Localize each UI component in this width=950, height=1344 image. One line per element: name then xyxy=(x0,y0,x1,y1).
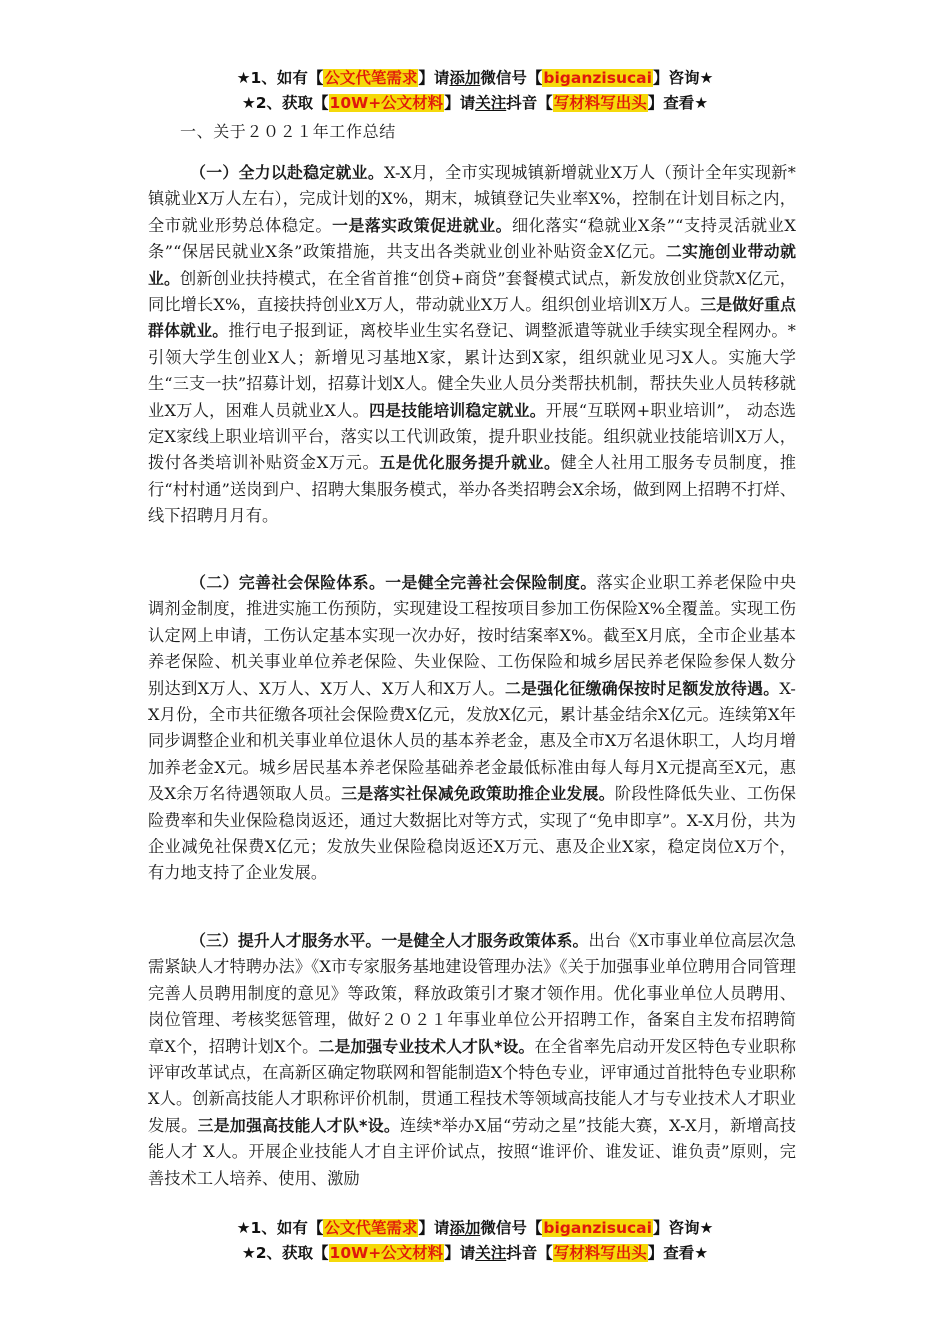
promo-text: 】请 xyxy=(444,94,476,112)
para-text: 细化落实“稳就业X条”“支持灵活就业X条”“保居民就业X条”政策措施，共支出各类就业创业补贴资金X亿元。 xyxy=(148,215,797,262)
promo-text: 】查看★ xyxy=(647,94,709,112)
promo-text: 】查看★ xyxy=(647,1244,709,1262)
para-text: X-X月份，全市共征缴各项社会保险费X亿元，发放X亿元，累计基金结余X亿元。连续第X年同步调整企业和机关事业单位退休人员的基本养老金，惠及全市X万名退休职工，人均月增加养老金X元。城乡居民基本养老保险基础养老金最低标准由每人每月X元提高至X元，惠及X余万名待遇领取人员。 xyxy=(148,678,797,804)
promo-douyin-id: 写材料写出头 xyxy=(553,1244,647,1262)
para-subheading: 四是技能培训稳定就业。 xyxy=(369,400,546,420)
promo-highlight: 公文代笔需求 xyxy=(324,1219,418,1237)
promo-text: 】请 xyxy=(418,69,450,87)
promo-text: 】请 xyxy=(444,1244,476,1262)
promo-text: ★2、获取【 xyxy=(241,1244,329,1262)
header-promo-banner xyxy=(0,66,950,116)
promo-text: 微信号【 xyxy=(480,69,543,87)
promo-text: 】咨询★ xyxy=(652,69,714,87)
promo-highlight: 10W+公文材料 xyxy=(329,94,444,112)
para-heading: （三）提升人才服务水平。 xyxy=(190,931,382,950)
para-heading: （二）完善社会保险体系。 xyxy=(190,573,386,592)
para-text: 推行电子报到证，离校毕业生实名登记、调整派遣等就业手续实现全程网办。*引领大学生创业X人；新增见习基地X家，累计达到X家，组织就业见习X人。实施大学生“三支一扶”招募计划，招募计划X人。健全失业人员分类帮扶机制，帮扶失业人员转移就业X万人，困难人员就业X人。 xyxy=(148,321,796,420)
promo-text: 】咨询★ xyxy=(652,1219,714,1237)
para-text: 连续*举办X届“劳动之星”技能大赛，X-X月，新增高技能人才 X人。开展企业技能人才自主评价试点，按照“谁评价、谁发证、谁负责”原则，完善技术工人培养、使用、激励 xyxy=(148,1115,797,1188)
promo-text: ★2、获取【 xyxy=(241,94,329,112)
promo-underlined: 添加 xyxy=(449,1219,481,1237)
paragraph-social-insurance xyxy=(148,570,796,887)
para-subheading: 三是落实社保减免政策助推企业发展。 xyxy=(341,784,615,804)
para-text: 在全省率先启动开发区特色专业职称评审改革试点，在高新区确定物联网和智能制造X个特色专业，评审通过首批特色专业职称X人。创新高技能人才职称评价机制，贯通工程技术等领域高技能人才与专业技术人才职业发展。 xyxy=(148,1036,796,1135)
para-subheading: 三是加强高技能人才队*设。 xyxy=(197,1115,401,1135)
promo-line-2 xyxy=(0,1241,950,1266)
promo-line-2 xyxy=(0,91,950,116)
para-text: 阶段性降低失业、工伤保险费率和失业保险稳岗返还，通过大数据比对等方式，实现了“免申即享”。X-X月份，共为企业减免社保费X亿元；发放失业保险稳岗返还X万元、惠及企业X家，稳定岗位X万个，有力地支持了企业发展。 xyxy=(148,784,796,883)
promo-highlight: 10W+公文材料 xyxy=(329,1244,444,1262)
promo-text: ★1、如有【 xyxy=(236,69,324,87)
promo-underlined: 添加 xyxy=(449,69,481,87)
para-subheading: 一是健全人才服务政策体系。 xyxy=(381,931,589,950)
para-heading: （一）全力以赴稳定就业。 xyxy=(190,163,384,182)
para-text: X-X月，全市实现城镇新增就业X万人（预计全年实现新*镇就业X万人左右），完成计划的X%，期末，城镇登记失业率X%，控制在计划目标之内，全市就业形势总体稳定。 xyxy=(148,163,796,235)
para-text: 出台《X市事业单位高层次急需紧缺人才特聘办法》《X市专家服务基地建设管理办法》《关于加强事业单位聘用合同管理完善人员聘用制度的意见》等政策，释放政策引才聚才领作用。优化事业单位人员聘用、岗位管理、考核奖惩管理，做好２０２１年事业单位公开招聘工作，备案自主发布招聘简章X个，招聘计划X个。 xyxy=(148,931,797,1056)
promo-text: 抖音【 xyxy=(506,94,553,112)
para-text: 健全人社用工服务专员制度，推行“村村通”送岗到户、招聘大集服务模式，举办各类招聘会X余场，做到网上招聘不打烊、线下招聘月月有。 xyxy=(148,453,796,526)
promo-line-1 xyxy=(0,1216,950,1241)
promo-text: 微信号【 xyxy=(480,1219,543,1237)
para-subheading: 二实施创业带动就业。 xyxy=(148,242,796,288)
footer-promo-banner xyxy=(0,1216,950,1266)
section-title: 一、关于２０２１年工作总结 xyxy=(180,122,396,141)
promo-underlined: 关注 xyxy=(475,94,507,112)
promo-text: 抖音【 xyxy=(506,1244,553,1262)
para-subheading: 二是强化征缴确保按时足额发放待遇。 xyxy=(504,678,780,698)
promo-underlined: 关注 xyxy=(475,1244,507,1262)
para-text: 开展“互联网+职业培训”， 动态选定X家线上职业培训平台，落实以工代训政策，提升职业技能。组织就业技能培训X万人，拨付各类培训补贴资金X万元。 xyxy=(148,400,796,473)
paragraph-talent-service xyxy=(148,928,796,1192)
para-subheading: 二是加强专业技术人才队*设。 xyxy=(318,1036,535,1056)
para-text: 创新创业扶持模式，在全省首推“创贷+商贷”套餐模式试点，新发放创业贷款X亿元，同比增长X%，直接扶持创业X万人，带动就业X万人。组织创业培训X万人。 xyxy=(148,268,796,315)
promo-highlight: 公文代笔需求 xyxy=(324,69,418,87)
para-subheading: 一是落实政策促进就业。 xyxy=(332,215,512,235)
para-subheading: 一是健全完善社会保险制度。 xyxy=(385,573,597,592)
promo-line-1 xyxy=(0,66,950,91)
paragraph-employment xyxy=(148,160,796,530)
promo-wechat-id: biganzisucai xyxy=(543,1219,652,1237)
para-text: 落实企业职工养老保险中央调剂金制度，推进实施工伤预防，实现建设工程按项目参加工伤保险X%全覆盖。实现工伤认定网上申请，工伤认定基本实现一次办好，按时结案率X%。截至X月底，全市企业基本养老保险、机关事业单位养老保险、失业保险、工伤保险和城乡居民养老保险参保人数分别达到X万人、X万人、X万人、X万人和X万人。 xyxy=(148,573,796,698)
promo-wechat-id: biganzisucai xyxy=(543,69,652,87)
promo-text: ★1、如有【 xyxy=(236,1219,324,1237)
promo-text: 】请 xyxy=(418,1219,450,1237)
para-subheading: 五是优化服务提升就业。 xyxy=(379,453,561,473)
para-subheading: 三是做好重点群体就业。 xyxy=(148,295,796,341)
promo-douyin-id: 写材料写出头 xyxy=(553,94,647,112)
